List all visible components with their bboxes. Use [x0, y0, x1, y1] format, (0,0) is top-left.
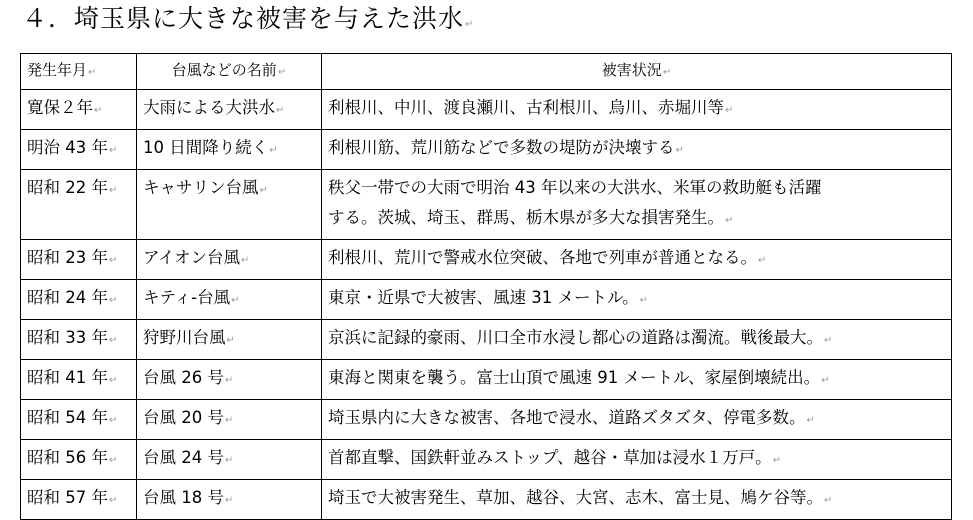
cell-name — [137, 170, 322, 240]
cell-damage-text: 京浜に記録的豪雨、川口全市水浸し都心の道路は濁流。戦後最大。 — [328, 328, 823, 347]
cell-damage-line: する。茨城、埼玉、群馬、栃木県が多大な損害発生。 — [328, 208, 724, 227]
cell-year — [21, 170, 137, 240]
paragraph-mark-icon — [225, 455, 233, 466]
cell-year-text: 寛保２年 — [27, 98, 93, 117]
table-header-row — [21, 54, 952, 90]
header-year — [21, 54, 137, 90]
paragraph-mark-icon — [88, 67, 96, 78]
cell-damage — [322, 130, 952, 170]
table-body — [21, 90, 952, 520]
cell-name-text: アイオン台風 — [143, 248, 241, 267]
cell-damage-text: 利根川、中川、渡良瀬川、古利根川、烏川、赤堀川等 — [328, 98, 724, 117]
header-name — [137, 54, 322, 90]
cell-damage-text: 利根川筋、荒川筋などで多数の堤防が決壊する — [328, 138, 675, 157]
document-title-text: ４．埼玉県に大きな被害を与えた洪水 — [22, 4, 465, 33]
flood-history-table — [20, 53, 952, 520]
cell-year — [21, 480, 137, 520]
cell-damage-text: 利根川、荒川で警戒水位突破、各地で列車が普通となる。 — [328, 248, 757, 267]
cell-year — [21, 130, 137, 170]
cell-year-text: 昭和 24 年 — [27, 288, 108, 307]
cell-damage — [322, 440, 952, 480]
cell-name-text: キティ-台風 — [143, 288, 231, 307]
cell-year — [21, 240, 137, 280]
header-damage — [322, 54, 952, 90]
cell-name — [137, 400, 322, 440]
cell-name — [137, 360, 322, 400]
cell-name-text: キャサリン台風 — [143, 178, 259, 197]
paragraph-mark-icon — [109, 145, 117, 156]
paragraph-mark-icon — [821, 375, 829, 386]
table-row — [21, 90, 952, 130]
paragraph-mark-icon — [109, 495, 117, 506]
paragraph-mark-icon — [227, 335, 235, 346]
cell-name — [137, 440, 322, 480]
cell-damage-text: 首都直撃、国鉄軒並みストップ、越谷・草加は浸水１万戸。 — [328, 448, 772, 467]
paragraph-mark-icon — [225, 375, 233, 386]
table-row — [21, 320, 952, 360]
paragraph-mark-icon — [225, 495, 233, 506]
cell-name-text: 大雨による大洪水 — [143, 98, 275, 117]
cell-year — [21, 320, 137, 360]
paragraph-mark-icon — [109, 335, 117, 346]
table-row — [21, 170, 952, 240]
cell-year-text: 明治 43 年 — [27, 138, 108, 157]
paragraph-mark-icon — [824, 335, 832, 346]
document-title — [22, 2, 474, 42]
paragraph-mark-icon — [824, 495, 832, 506]
paragraph-mark-icon — [278, 67, 286, 78]
cell-year-text: 昭和 23 年 — [27, 248, 108, 267]
table-row — [21, 280, 952, 320]
paragraph-mark-icon — [663, 67, 671, 78]
paragraph-mark-icon — [773, 455, 781, 466]
paragraph-mark-icon — [807, 415, 815, 426]
cell-name — [137, 130, 322, 170]
paragraph-mark-icon — [640, 295, 648, 306]
cell-year — [21, 360, 137, 400]
cell-name-text: 10 日間降り続く — [143, 138, 269, 157]
cell-year-text: 昭和 56 年 — [27, 448, 108, 467]
cell-year — [21, 400, 137, 440]
header-damage-label: 被害状況 — [601, 61, 662, 79]
cell-damage-text: 埼玉で大被害発生、草加、越谷、大宮、志木、富士見、鳩ケ谷等。 — [328, 488, 823, 507]
paragraph-mark-icon — [241, 255, 249, 266]
table-row — [21, 240, 952, 280]
cell-year-text: 昭和 41 年 — [27, 368, 108, 387]
cell-damage — [322, 400, 952, 440]
cell-year — [21, 440, 137, 480]
table-row — [21, 400, 952, 440]
paragraph-mark-icon — [109, 295, 117, 306]
cell-year — [21, 280, 137, 320]
cell-name-text: 台風 26 号 — [143, 368, 224, 387]
cell-damage — [322, 480, 952, 520]
table-row — [21, 480, 952, 520]
cell-name-text: 台風 18 号 — [143, 488, 224, 507]
cell-damage — [322, 90, 952, 130]
cell-year-text: 昭和 57 年 — [27, 488, 108, 507]
cell-name-text: 狩野川台風 — [143, 328, 226, 347]
cell-year-text: 昭和 54 年 — [27, 408, 108, 427]
cell-damage — [322, 360, 952, 400]
table-row — [21, 360, 952, 400]
cell-damage — [322, 320, 952, 360]
cell-name — [137, 280, 322, 320]
cell-name-text: 台風 24 号 — [143, 448, 224, 467]
table-row — [21, 440, 952, 480]
paragraph-mark-icon — [109, 375, 117, 386]
cell-year-text: 昭和 22 年 — [27, 178, 108, 197]
paragraph-mark-icon — [758, 255, 766, 266]
paragraph-mark-icon — [276, 105, 284, 116]
cell-name — [137, 90, 322, 130]
paragraph-mark-icon — [260, 185, 268, 196]
paragraph-mark-icon — [94, 105, 102, 116]
cell-name — [137, 240, 322, 280]
cell-damage — [322, 280, 952, 320]
cell-damage-text: 東海と関東を襲う。富士山頂で風速 91 メートル、家屋倒壊続出。 — [328, 368, 821, 387]
cell-name — [137, 480, 322, 520]
paragraph-mark-icon — [725, 215, 733, 226]
cell-name-text: 台風 20 号 — [143, 408, 224, 427]
cell-damage-line: 秩父一帯での大雨で明治 43 年以来の大洪水、米軍の救助艇も活躍 — [328, 178, 822, 197]
cell-damage — [322, 240, 952, 280]
paragraph-mark-icon — [725, 105, 733, 116]
paragraph-mark-icon — [269, 145, 277, 156]
paragraph-mark-icon — [109, 255, 117, 266]
cell-damage-text: 埼玉県内に大きな被害、各地で浸水、道路ズタズタ、停電多数。 — [328, 408, 806, 427]
paragraph-mark-icon — [225, 415, 233, 426]
header-year-label: 発生年月 — [27, 61, 88, 79]
paragraph-mark-icon — [109, 415, 117, 426]
cell-year-text: 昭和 33 年 — [27, 328, 108, 347]
paragraph-mark-icon — [465, 19, 474, 30]
header-name-label: 台風などの名前 — [171, 61, 277, 79]
paragraph-mark-icon — [109, 455, 117, 466]
table-row — [21, 130, 952, 170]
cell-year — [21, 90, 137, 130]
paragraph-mark-icon — [231, 295, 239, 306]
cell-name — [137, 320, 322, 360]
cell-damage-text: 東京・近県で大被害、風速 31 メートル。 — [328, 288, 639, 307]
paragraph-mark-icon — [676, 145, 684, 156]
paragraph-mark-icon — [109, 185, 117, 196]
cell-damage — [322, 170, 952, 240]
